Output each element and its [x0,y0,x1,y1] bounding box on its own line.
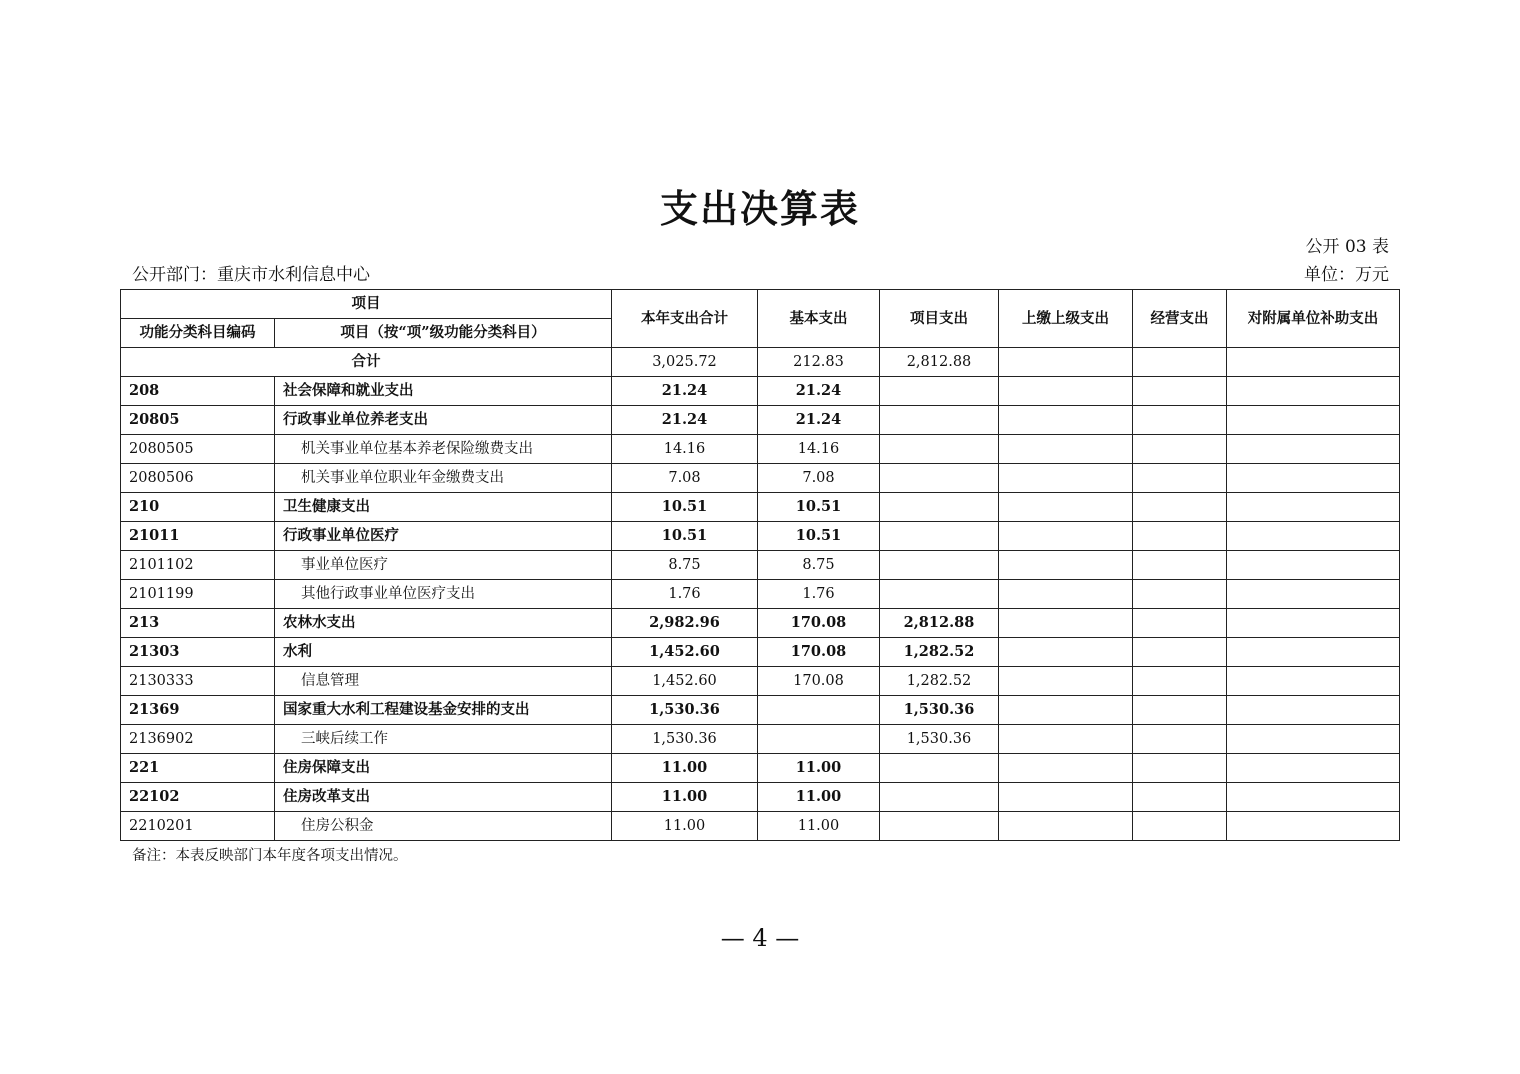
subsidy-cell [1227,493,1400,522]
basic-cell: 10.51 [758,493,880,522]
upper-cell [999,783,1133,812]
business-cell [1133,667,1227,696]
business-cell [1133,638,1227,667]
code-cell: 2101102 [121,551,275,580]
project-cell [880,406,999,435]
total-cell: 10.51 [612,493,758,522]
business-cell [1133,609,1227,638]
upper-cell [999,406,1133,435]
upper-cell [999,493,1133,522]
code-cell: 2136902 [121,725,275,754]
total-cell: 21.24 [612,406,758,435]
business-cell [1133,580,1227,609]
basic-cell: 170.08 [758,609,880,638]
basic-cell: 11.00 [758,812,880,841]
upper-cell [999,696,1133,725]
subsidy-cell [1227,522,1400,551]
code-cell: 2130333 [121,667,275,696]
header-row-1 [121,290,1400,319]
header-name: 项目（按“项”级功能分类科目） [275,319,612,348]
name-cell: 农林水支出 [275,609,612,638]
total-cell: 14.16 [612,435,758,464]
code-cell: 210 [121,493,275,522]
business-cell [1133,725,1227,754]
header-project-expenditure: 项目支出 [880,290,999,348]
name-cell: 住房公积金 [275,812,612,841]
name-cell: 住房改革支出 [275,783,612,812]
code-cell: 2101199 [121,580,275,609]
table-row [121,551,1400,580]
upper-cell [999,580,1133,609]
header-project: 项目 [121,290,612,319]
project-cell [880,812,999,841]
form-number: 公开 03 表 [1305,237,1389,257]
name-cell: 行政事业单位医疗 [275,522,612,551]
table-row [121,667,1400,696]
basic-cell: 170.08 [758,638,880,667]
code-cell: 22102 [121,783,275,812]
header-business: 经营支出 [1133,290,1227,348]
project-cell [880,754,999,783]
code-cell: 2080505 [121,435,275,464]
table-row [121,522,1400,551]
business-cell [1133,696,1227,725]
total-cell: 8.75 [612,551,758,580]
code-cell: 2080506 [121,464,275,493]
total-cell: 11.00 [612,812,758,841]
subsidy-cell [1227,609,1400,638]
project-cell [880,551,999,580]
name-cell: 卫生健康支出 [275,493,612,522]
basic-cell: 170.08 [758,667,880,696]
subsidy-cell [1227,667,1400,696]
business-cell [1133,464,1227,493]
basic-cell: 212.83 [758,348,880,377]
basic-cell: 11.00 [758,754,880,783]
upper-cell [999,667,1133,696]
table-row [121,580,1400,609]
code-cell: 2210201 [121,812,275,841]
name-cell: 行政事业单位养老支出 [275,406,612,435]
project-cell [880,377,999,406]
project-cell [880,435,999,464]
project-cell: 2,812.88 [880,348,999,377]
subsidy-cell [1227,580,1400,609]
page-number: — 4 — [720,924,800,952]
unit-label: 单位：万元 [1304,265,1389,285]
subsidy-cell [1227,377,1400,406]
upper-cell [999,464,1133,493]
page-title: 支出决算表 [659,186,860,231]
total-cell: 3,025.72 [612,348,758,377]
project-cell: 1,530.36 [880,725,999,754]
basic-cell: 21.24 [758,377,880,406]
table-row [121,377,1400,406]
code-cell: 21011 [121,522,275,551]
business-cell [1133,377,1227,406]
basic-cell [758,696,880,725]
upper-cell [999,754,1133,783]
total-cell: 11.00 [612,783,758,812]
business-cell [1133,783,1227,812]
table-row [121,435,1400,464]
project-cell: 1,530.36 [880,696,999,725]
upper-cell [999,377,1133,406]
code-cell: 21303 [121,638,275,667]
name-cell: 信息管理 [275,667,612,696]
subsidy-cell [1227,725,1400,754]
header-code: 功能分类科目编码 [121,319,275,348]
name-cell: 住房保障支出 [275,754,612,783]
basic-cell: 1.76 [758,580,880,609]
basic-cell: 10.51 [758,522,880,551]
project-cell [880,580,999,609]
basic-cell: 11.00 [758,783,880,812]
basic-cell: 21.24 [758,406,880,435]
business-cell [1133,435,1227,464]
header-subsidy: 对附属单位补助支出 [1227,290,1400,348]
project-cell: 1,282.52 [880,667,999,696]
total-row [121,348,1400,377]
business-cell [1133,812,1227,841]
header-upper-payment: 上缴上级支出 [999,290,1133,348]
table-row [121,725,1400,754]
subsidy-cell [1227,435,1400,464]
total-cell: 2,982.96 [612,609,758,638]
table-row [121,406,1400,435]
total-cell: 7.08 [612,464,758,493]
total-cell: 1,530.36 [612,725,758,754]
basic-cell: 14.16 [758,435,880,464]
code-cell: 213 [121,609,275,638]
total-cell: 1,530.36 [612,696,758,725]
name-cell: 国家重大水利工程建设基金安排的支出 [275,696,612,725]
business-cell [1133,348,1227,377]
project-cell [880,783,999,812]
upper-cell [999,609,1133,638]
business-cell [1133,493,1227,522]
total-cell: 1.76 [612,580,758,609]
project-cell: 1,282.52 [880,638,999,667]
upper-cell [999,522,1133,551]
subsidy-cell [1227,754,1400,783]
business-cell [1133,754,1227,783]
name-cell: 机关事业单位职业年金缴费支出 [275,464,612,493]
upper-cell [999,435,1133,464]
table-row [121,609,1400,638]
expenditure-table [120,289,1400,841]
name-cell: 机关事业单位基本养老保险缴费支出 [275,435,612,464]
upper-cell [999,812,1133,841]
total-label: 合计 [121,348,612,377]
project-cell [880,522,999,551]
business-cell [1133,522,1227,551]
header-total: 本年支出合计 [612,290,758,348]
table-row [121,464,1400,493]
name-cell: 水利 [275,638,612,667]
project-cell [880,464,999,493]
department-label: 公开部门：重庆市水利信息中心 [132,265,370,285]
table-row [121,754,1400,783]
table-row [121,696,1400,725]
name-cell: 社会保障和就业支出 [275,377,612,406]
business-cell [1133,551,1227,580]
code-cell: 21369 [121,696,275,725]
subsidy-cell [1227,812,1400,841]
table-row [121,638,1400,667]
total-cell: 1,452.60 [612,667,758,696]
name-cell: 三峡后续工作 [275,725,612,754]
subsidy-cell [1227,551,1400,580]
header-basic: 基本支出 [758,290,880,348]
subsidy-cell [1227,783,1400,812]
project-cell [880,493,999,522]
upper-cell [999,638,1133,667]
total-cell: 1,452.60 [612,638,758,667]
code-cell: 221 [121,754,275,783]
total-cell: 11.00 [612,754,758,783]
total-cell: 10.51 [612,522,758,551]
upper-cell [999,725,1133,754]
subsidy-cell [1227,638,1400,667]
business-cell [1133,406,1227,435]
upper-cell [999,551,1133,580]
upper-cell [999,348,1133,377]
basic-cell: 7.08 [758,464,880,493]
table-note: 备注：本表反映部门本年度各项支出情况。 [132,848,408,864]
code-cell: 20805 [121,406,275,435]
subsidy-cell [1227,464,1400,493]
subsidy-cell [1227,348,1400,377]
total-cell: 21.24 [612,377,758,406]
name-cell: 事业单位医疗 [275,551,612,580]
name-cell: 其他行政事业单位医疗支出 [275,580,612,609]
basic-cell [758,725,880,754]
table-row [121,812,1400,841]
subsidy-cell [1227,696,1400,725]
subsidy-cell [1227,406,1400,435]
basic-cell: 8.75 [758,551,880,580]
project-cell: 2,812.88 [880,609,999,638]
table-row [121,783,1400,812]
table-row [121,493,1400,522]
code-cell: 208 [121,377,275,406]
